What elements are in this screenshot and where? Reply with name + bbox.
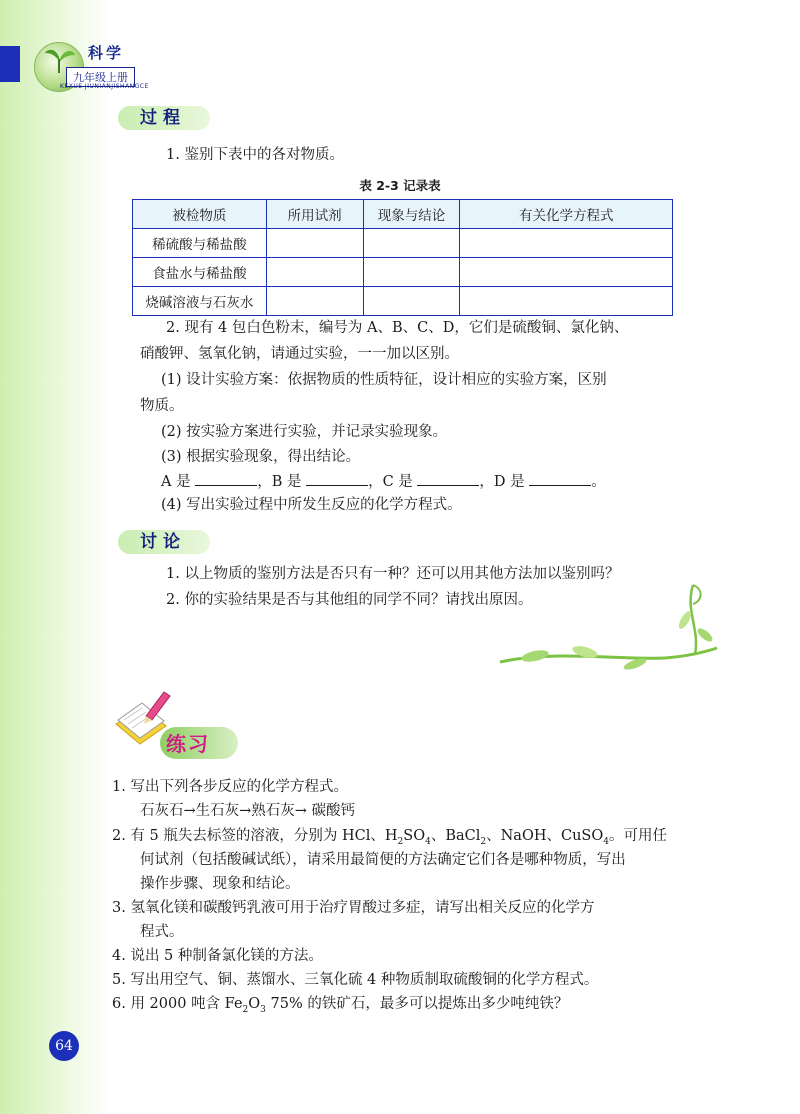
process-item-2-line-2: 硝酸钾、氢氧化钠，请通过实验，一一加以区别。 [140,346,459,362]
exercise-6-text: 75% 的铁矿石，最多可以提炼出多少吨纯铁？ [265,996,569,1012]
exercise-6 [112,994,568,1020]
process-item-1: 1. 鉴别下表中的各对物质。 [166,147,344,163]
table-header-cell: 被检物质 [133,200,267,229]
process-step-2: (2) 按实验方案进行实验，并记录实验现象。 [161,424,448,440]
record-table [132,199,673,316]
exercise-1-line-2: 石灰石→生石灰→熟石灰→ 碳酸钙 [140,803,356,819]
exercise-2-line-1 [112,826,667,852]
section-discussion-heading: 讨论 [118,530,210,554]
exercise-2-text: 、NaOH、CuSO [486,828,604,844]
table-cell-reagent [266,229,363,258]
answer-label-c: ，C 是 [368,474,413,490]
table-caption: 表 2-3 记录表 [359,178,441,193]
subscript: 3 [260,1004,266,1015]
answer-blanks-line [161,471,606,492]
table-row [133,258,673,287]
answer-blank-b [306,471,368,486]
table-row [133,287,673,316]
exercise-6-text: 6. 用 2000 吨含 Fe [112,996,243,1012]
section-exercise-heading: 练习 [166,732,210,756]
table-header-cell: 现象与结论 [363,200,460,229]
header-color-band [0,46,20,82]
subject-title: 科学 [88,44,125,62]
exercise-1-line-1: 1. 写出下列各步反应的化学方程式。 [112,779,348,795]
table-row [133,229,673,258]
table-cell-substance: 稀硫酸与稀盐酸 [133,229,267,258]
subscript: 2 [242,1004,249,1015]
exercise-2-text: 。可用任 [608,828,667,844]
table-cell-result [363,258,460,287]
exercise-3-line-1: 3. 氢氧化镁和碳酸钙乳液可用于治疗胃酸过多症，请写出相关反应的化学方 [112,900,595,916]
answer-label-d: ，D 是 [479,474,525,490]
table-header-cell: 所用试剂 [266,200,363,229]
discussion-question-2: 2. 你的实验结果是否与其他组的同学不同？请找出原因。 [166,592,533,608]
subscript: 4 [425,836,431,847]
subscript: 2 [480,836,487,847]
answer-blank-d [529,471,591,486]
answer-blank-c [417,471,479,486]
table-cell-result [363,229,460,258]
exercise-4: 4. 说出 5 种制备氯化镁的方法。 [112,948,323,964]
exercise-2-text: 2. 有 5 瓶失去标签的溶液，分别为 HCl、H [112,828,398,844]
exercise-2-text: SO [403,828,426,844]
table-cell-reagent [266,287,363,316]
table-cell-reagent [266,258,363,287]
table-cell-substance: 食盐水与稀盐酸 [133,258,267,287]
exercise-3-line-2: 程式。 [140,924,184,940]
answer-label-a: A 是 [161,474,191,490]
vine-decoration-icon [495,580,725,680]
process-step-1-line-2: 物质。 [140,398,184,414]
section-process-heading: 过程 [118,106,210,130]
exercise-5: 5. 写出用空气、铜、蒸馏水、三氧化硫 4 种物质制取硫酸铜的化学方程式。 [112,972,599,988]
table-cell-equation [460,229,673,258]
exercise-2-text: 、BaCl [430,828,481,844]
process-step-3: (3) 根据实验现象，得出结论。 [161,449,361,465]
exercise-2-line-3: 操作步骤、现象和结论。 [140,876,300,892]
table-header-cell: 有关化学方程式 [460,200,673,229]
page-number: 64 [49,1031,79,1061]
subscript: 4 [603,836,609,847]
exercise-6-text: O [248,996,261,1012]
process-step-1-line-1: (1) 设计实验方案：依据物质的性质特征，设计相应的实验方案，区别 [161,372,607,388]
table-cell-result [363,287,460,316]
answer-end: 。 [591,474,606,490]
process-item-2-line-1: 2. 现有 4 包白色粉末，编号为 A、B、C、D，它们是硫酸铜、氯化钠、 [166,320,629,336]
table-header-row [133,200,673,229]
process-step-4: (4) 写出实验过程中所发生反应的化学方程式。 [161,497,462,513]
table-cell-equation [460,287,673,316]
answer-label-b: ，B 是 [257,474,302,490]
table-cell-equation [460,258,673,287]
discussion-question-1: 1. 以上物质的鉴别方法是否只有一种？还可以用其他方法加以鉴别吗？ [166,566,620,582]
page-side-gradient [0,0,110,1114]
subscript: 2 [397,836,404,847]
table-cell-substance: 烧碱溶液与石灰水 [133,287,267,316]
grade-label: 九年级上册 [66,67,135,87]
exercise-2-line-2: 何试剂（包括酸碱试纸），请采用最简便的方法确定它们各是哪种物质，写出 [140,852,626,868]
answer-blank-a [195,471,257,486]
pinyin-label: KEXUE JIUNIANJISHANGCE [60,83,149,90]
